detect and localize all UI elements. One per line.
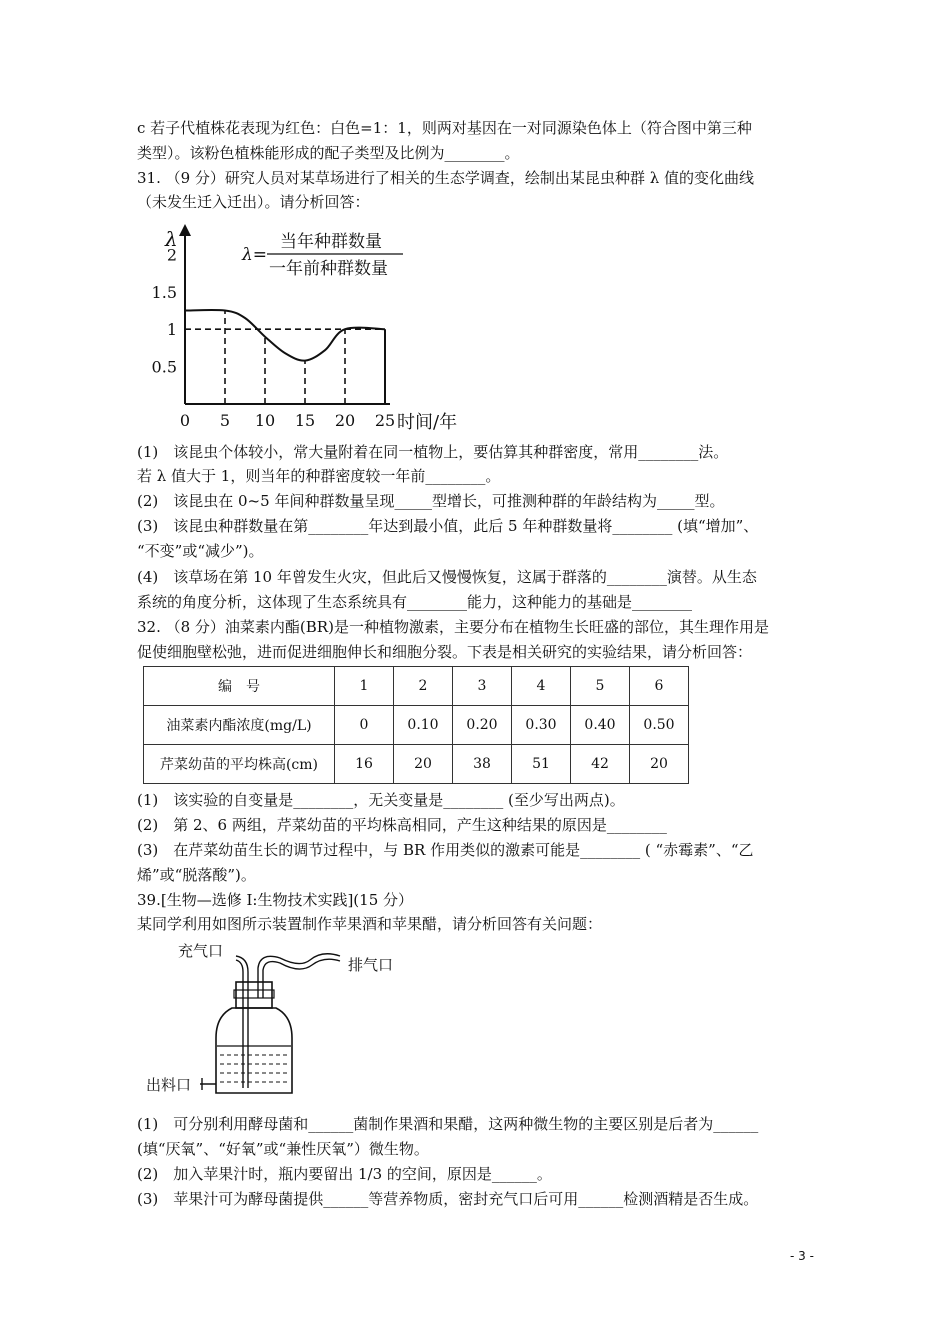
- q39-q2: (2) 加入苹果汁时，瓶内要留出 1/3 的空间，原因是______。: [137, 1165, 552, 1183]
- y-tick-label: 0.5: [151, 357, 177, 377]
- x-tick-label: 0: [179, 411, 191, 430]
- inlet-tube: [236, 956, 248, 1088]
- page-number: - 3 -: [790, 1249, 814, 1263]
- fermentation-apparatus: [140, 938, 440, 1100]
- q39-q3: (3) 苹果汁可为酵母菌提供______等营养物质，密封充气口后可用______检测酒精是否生成。: [137, 1190, 759, 1208]
- table-cell: 0.40: [571, 706, 630, 745]
- table-cell: 0.20: [453, 706, 512, 745]
- outlet-tube: [258, 954, 340, 998]
- q31-q3-line1: (3) 该昆虫种群数量在第________年达到最小值，此后 5 年种群数量将________ (填“增加”、: [137, 517, 759, 535]
- table-cell: 38: [453, 745, 512, 784]
- q31-q3-line2: “不变”或“减少”)。: [137, 542, 264, 560]
- q39-title: 39.[生物—选修 I:生物技术实践](15 分）: [137, 891, 414, 909]
- q32-q3-line2: 烯”或“脱落酸”)。: [137, 866, 256, 884]
- formula-lhs: λ=: [242, 245, 268, 265]
- table-header-cell: 2: [394, 667, 453, 706]
- discharge-label: 出料口: [146, 1076, 192, 1094]
- q39-q1-line1: (1) 可分别利用酵母菌和______菌制作果酒和果醋，这两种微生物的主要区别是后者为______: [137, 1115, 759, 1133]
- q31-q2: (2) 该昆虫在 0~5 年间种群数量呈现_____型增长，可推测种群的年龄结构为_____型。: [137, 492, 725, 510]
- outlet-label: 排气口: [348, 956, 394, 974]
- table-header-row: [144, 667, 689, 706]
- table-cell: 0.30: [512, 706, 571, 745]
- q32-q1: (1) 该实验的自变量是________，无关变量是________ (至少写出两点)。: [137, 791, 625, 809]
- table-cell: 油菜素内酯浓度(mg/L): [144, 706, 335, 745]
- q30c-line1: c 若子代植株花表现为红色：白色=1：1，则两对基因在一对同源染色体上（符合图中第三种: [137, 119, 752, 137]
- q31-stem-line2: （未发生迁入迁出）。请分析回答：: [137, 193, 370, 211]
- discharge-port: [200, 1078, 216, 1090]
- table-cell: 芹菜幼苗的平均株高(cm): [144, 745, 335, 784]
- table-cell: 51: [512, 745, 571, 784]
- table-row: [144, 706, 689, 745]
- q31-q4-line1: (4) 该草场在第 10 年曾发生火灾，但此后又慢慢恢复，这属于群落的________演替。从生态: [137, 568, 757, 586]
- table-header-cell: 编 号: [144, 667, 335, 706]
- experiment-table: [143, 666, 689, 784]
- q32-q3-line1: (3) 在芹菜幼苗生长的调节过程中，与 BR 作用类似的激素可能是________ ( “赤霉素”、“乙: [137, 841, 754, 859]
- bottle-neck: [236, 982, 272, 1008]
- formula-denominator: 一年前种群数量: [269, 259, 388, 279]
- inlet-tube: [236, 960, 243, 1088]
- x-axis-label: 时间/年: [397, 412, 458, 433]
- x-tick-label: 10: [254, 411, 276, 430]
- y-tick-label: 1.5: [151, 282, 177, 302]
- lambda-chart: [135, 222, 475, 444]
- q39-q1-line2: (填“厌氧”、“好氧”或“兼性厌氧”）微生物。: [137, 1140, 429, 1158]
- y-axis-arrow: [179, 224, 191, 236]
- table-header-cell: 3: [453, 667, 512, 706]
- stopper-band: [234, 990, 274, 998]
- table-cell: 20: [630, 745, 689, 784]
- table-row: [144, 745, 689, 784]
- table-cell: 16: [335, 745, 394, 784]
- table-cell: 42: [571, 745, 630, 784]
- q31-q1-line1: (1) 该昆虫个体较小，常大量附着在同一植物上，要估算其种群密度，常用________法。: [137, 443, 729, 461]
- q32-q2: (2) 第 2、6 两组，芹菜幼苗的平均株高相同，产生这种结果的原因是________: [137, 816, 667, 834]
- inlet-label: 充气口: [178, 942, 224, 960]
- x-tick-label: 20: [334, 411, 356, 430]
- q30c-line2: 类型）。该粉色植株能形成的配子类型及比例为________。: [137, 144, 520, 162]
- table-header-cell: 6: [630, 667, 689, 706]
- table-header-cell: 5: [571, 667, 630, 706]
- table-header-cell: 1: [335, 667, 394, 706]
- bottle-outline: [216, 1008, 292, 1093]
- q31-q1-line2: 若 λ 值大于 1，则当年的种群密度较一年前________。: [137, 467, 501, 485]
- table-header-cell: 4: [512, 667, 571, 706]
- y-tick-label: 2: [166, 245, 177, 265]
- table-cell: 20: [394, 745, 453, 784]
- table-cell: 0.50: [630, 706, 689, 745]
- table-cell: 0.10: [394, 706, 453, 745]
- y-tick-label: 1: [166, 320, 177, 340]
- q39-intro: 某同学利用如图所示装置制作苹果酒和苹果醋，请分析回答有关问题：: [137, 915, 603, 933]
- x-tick-label: 5: [219, 411, 231, 430]
- q31-stem-line1: 31. （9 分）研究人员对某草场进行了相关的生态学调查，绘制出某昆虫种群 λ 值的变化曲线: [137, 169, 754, 187]
- lambda-curve: [185, 310, 385, 361]
- x-tick-label: 15: [294, 411, 316, 430]
- table-cell: 0: [335, 706, 394, 745]
- y-axis-label: λ: [165, 227, 178, 251]
- formula-numerator: 当年种群数量: [280, 232, 382, 252]
- q32-stem-line2: 促使细胞壁松弛，进而促进细胞伸长和细胞分裂。下表是相关研究的实验结果，请分析回答：: [137, 643, 753, 661]
- q32-stem-line1: 32. （8 分）油菜素内酯(BR)是一种植物激素，主要分布在植物生长旺盛的部位，其生理作用是: [137, 618, 769, 636]
- x-tick-label: 25: [374, 411, 396, 430]
- q31-q4-line2: 系统的角度分析，这体现了生态系统具有________能力，这种能力的基础是________: [137, 593, 693, 611]
